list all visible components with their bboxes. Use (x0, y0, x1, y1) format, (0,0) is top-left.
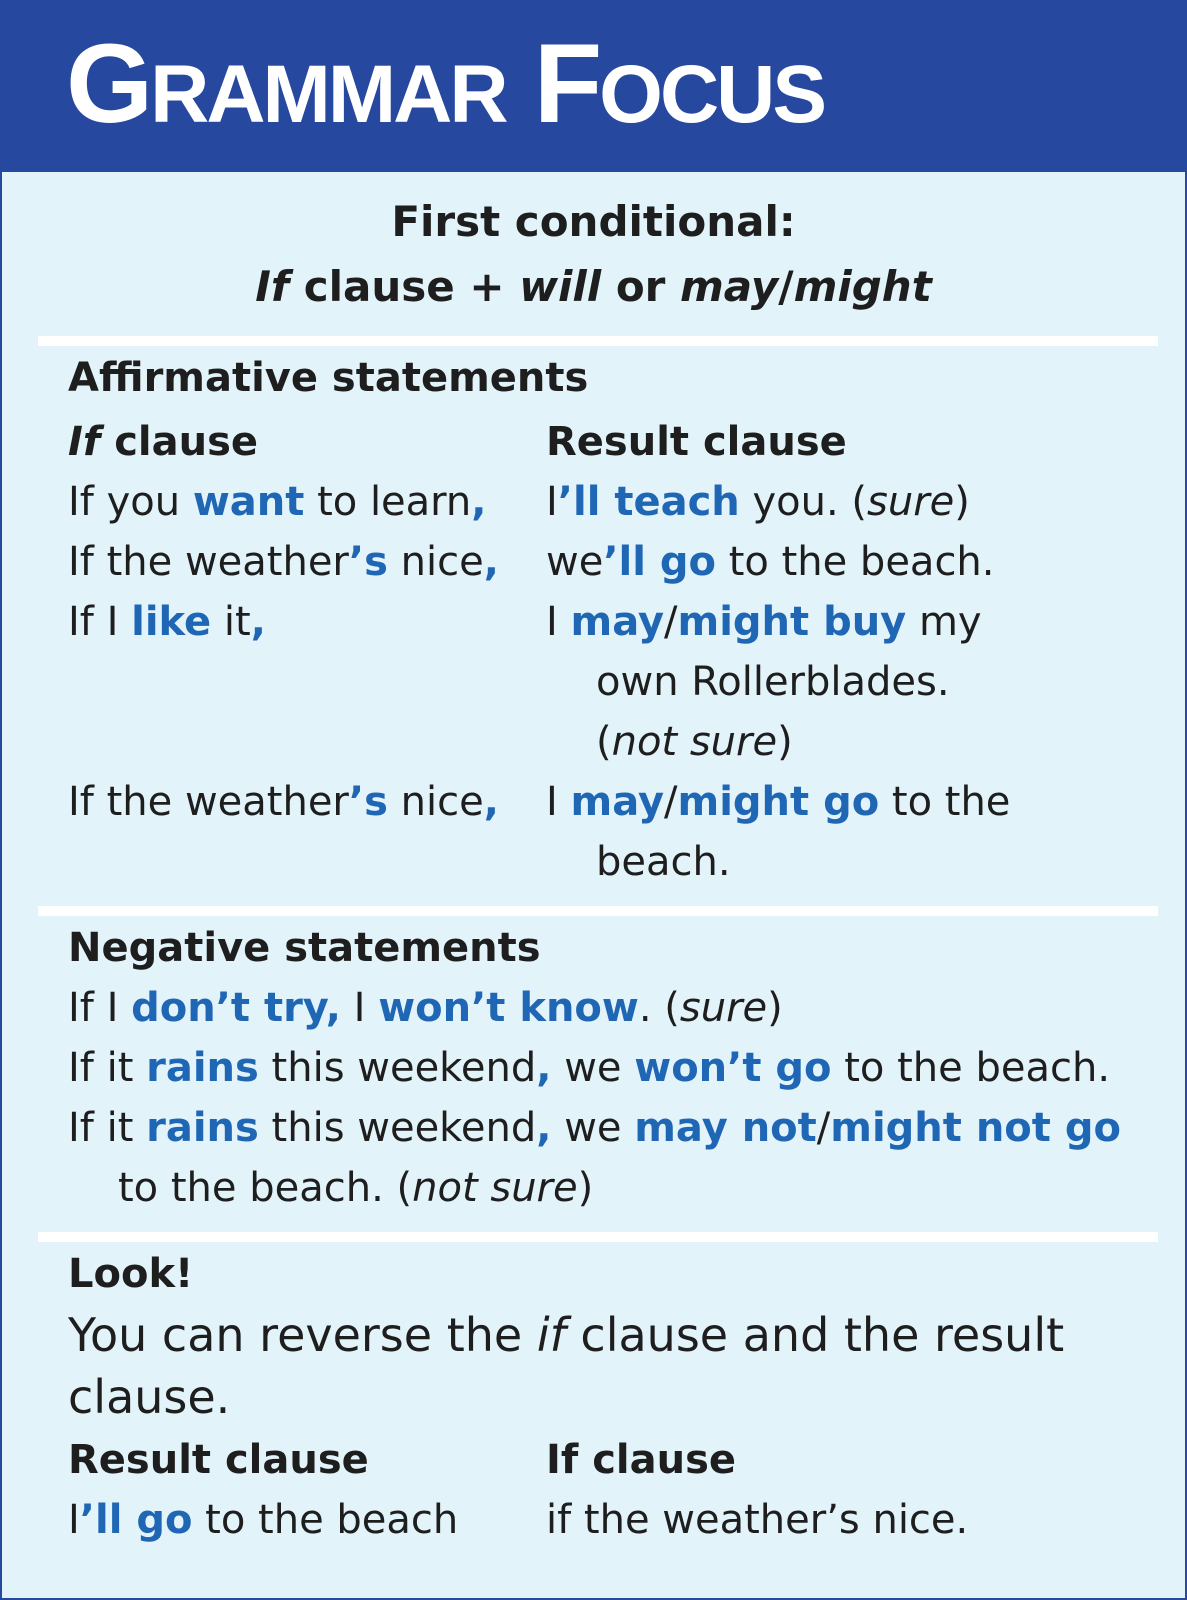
reversed-result-example: I’ll go to the beach (68, 1497, 459, 1543)
section-title-affirmative: Affirmative statements (68, 355, 589, 401)
divider (38, 1232, 1158, 1242)
look-title: Look! (68, 1251, 194, 1297)
section-title-negative: Negative statements (68, 925, 541, 971)
divider (38, 336, 1158, 346)
result-clause-continuation: own Rollerblades. (596, 659, 950, 705)
negative-example-continuation: to the beach. (not sure) (118, 1165, 594, 1211)
result-clause-note: (not sure) (596, 719, 793, 765)
result-clause-example: I may/might buy my (546, 599, 982, 645)
result-clause-example: I’ll teach you. (sure) (546, 479, 970, 525)
column-header-if-clause: If clause (546, 1437, 737, 1483)
reversed-if-example: if the weather’s nice. (546, 1497, 969, 1543)
topic-heading-line1: First conditional: (391, 197, 796, 246)
negative-example: If it rains this weekend, we may not/might not go (68, 1105, 1121, 1151)
if-clause-example: If the weather’s nice, (68, 539, 499, 585)
divider (38, 906, 1158, 916)
result-clause-example: I may/might go to the (546, 779, 1011, 825)
if-clause-example: If the weather’s nice, (68, 779, 499, 825)
look-note: You can reverse the if clause and the result (68, 1308, 1065, 1362)
if-clause-example: If I like it, (68, 599, 266, 645)
title-banner (2, 2, 1185, 172)
if-clause-example: If you want to learn, (68, 479, 487, 525)
look-note-continuation: clause. (68, 1370, 231, 1424)
result-clause-example: we’ll go to the beach. (546, 539, 995, 585)
banner-title: GRAMMAR FOCUS (66, 21, 825, 146)
column-header-result-clause: Result clause (546, 419, 847, 465)
column-header-result-clause: Result clause (68, 1437, 369, 1483)
column-header-if-clause: If clause (68, 419, 259, 465)
topic-heading-line2: If clause + will or may/might (255, 262, 932, 311)
negative-example: If I don’t try, I won’t know. (sure) (68, 985, 783, 1031)
negative-example: If it rains this weekend, we won’t go to the beach. (68, 1045, 1111, 1091)
result-clause-continuation: beach. (596, 839, 731, 885)
